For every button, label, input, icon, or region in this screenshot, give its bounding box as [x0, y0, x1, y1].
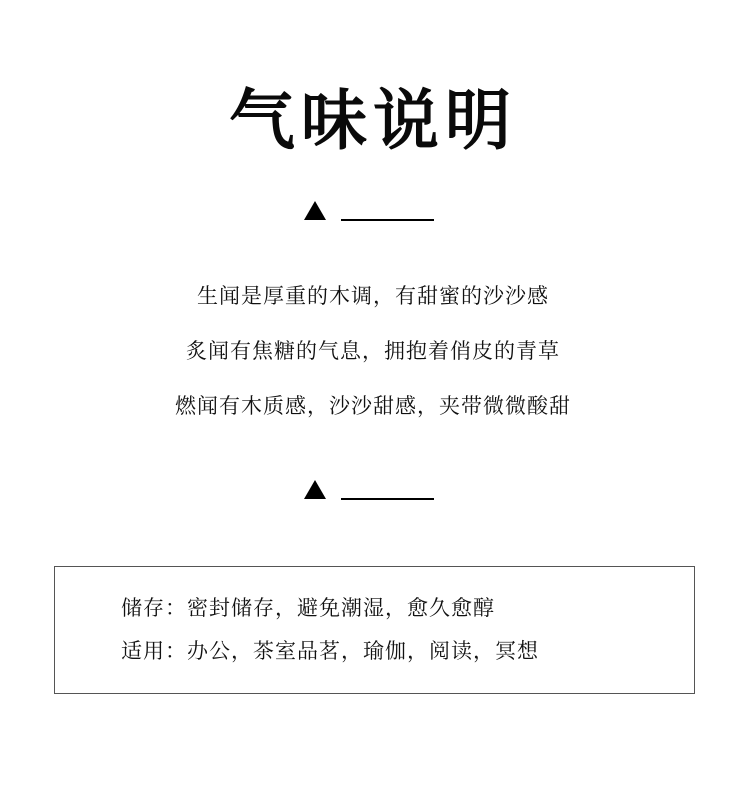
storage-label: 储存： [121, 596, 187, 620]
triangle-up-icon [304, 201, 326, 220]
section-divider-bottom [304, 480, 434, 500]
divider-line [341, 219, 434, 221]
description-burned: 燃闻有木质感，沙沙甜感，夹带微微酸甜 [175, 394, 571, 418]
usage-value: 办公，茶室品茗，瑜伽，阅读，冥想 [187, 639, 539, 663]
usage-line [121, 641, 539, 662]
storage-value: 密封储存，避免潮湿，愈久愈醇 [187, 596, 495, 620]
description-raw: 生闻是厚重的木调，有甜蜜的沙沙感 [197, 284, 549, 308]
page-title: 气味说明 [229, 82, 517, 159]
divider-line [341, 498, 434, 500]
usage-label: 适用： [121, 639, 187, 663]
description-heated: 炙闻有焦糖的气息，拥抱着俏皮的青草 [186, 339, 560, 363]
section-divider-top [304, 201, 434, 221]
storage-line [121, 598, 495, 619]
triangle-up-icon [304, 480, 326, 499]
info-box [54, 566, 695, 694]
